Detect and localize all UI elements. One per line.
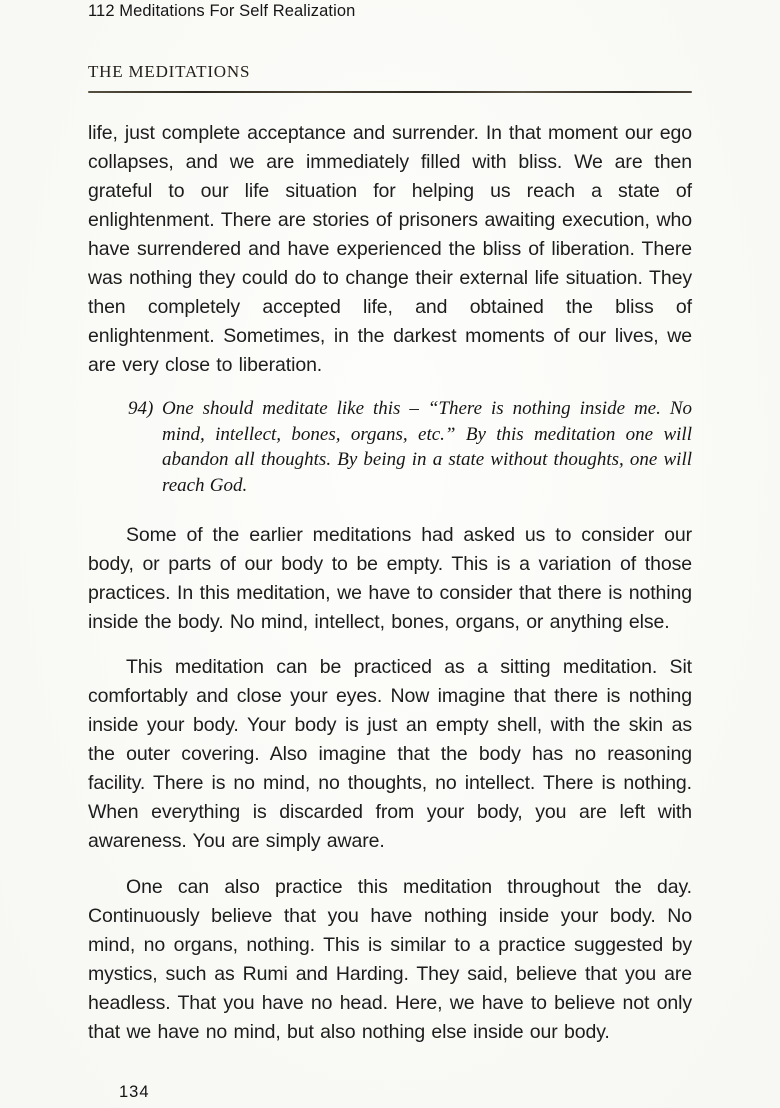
running-head: 112 Meditations For Self Realization	[88, 2, 356, 20]
body-paragraph: One can also practice this meditation throughout the day. Continuously believe that you have nothing inside your body. No mind, no organs, nothing. This is similar to a practice suggested by mystics, such as Rumi and Harding. They said, believe that you are headless. That you have no head. Here, we have to believe not only that we have no mind, but also nothing else inside our body.	[88, 876, 692, 1043]
page-number: 134	[119, 1083, 150, 1101]
meditation-number: 94)	[128, 398, 154, 419]
body-paragraph: This meditation can be practiced as a sitting meditation. Sit comfortably and close your eyes. Now imagine that there is nothing inside your body. Your body is just an empty shell, with the skin as the outer covering. Also imagine that the body has no reasoning facility. There is no mind, no thoughts, no intellect. There is nothing. When everything is discarded from your body, you are left with awareness. You are simply aware.	[88, 656, 692, 852]
heading-rule	[88, 91, 692, 93]
meditation-block	[128, 396, 692, 498]
body-paragraph-opening: life, just complete acceptance and surrender. In that moment our ego collapses, and we are immediately filled with bliss. We are then grateful to our life situation for helping us reach a state of enlightenment. There are stories of prisoners awaiting execution, who have surrendered and have experienced the bliss of liberation. There was nothing they could do to change their external life situation. They then completely accepted life, and obtained the bliss of enlightenment. Sometimes, in the darkest moments of our lives, we are very close to liberation.	[88, 122, 692, 376]
section-heading: THE MEDITATIONS	[88, 62, 251, 81]
body-paragraph: Some of the earlier meditations had asked us to consider our body, or parts of our body to be empty. This is a variation of those practices. In this meditation, we have to consider that there is nothing inside the body. No mind, intellect, bones, organs, or anything else.	[88, 524, 692, 633]
meditation-text: One should meditate like this – “There is nothing inside me. No mind, intellect, bones, organs, etc.” By this meditation one will abandon all thoughts. By being in a state without thoughts, one will reach God.	[162, 398, 692, 496]
